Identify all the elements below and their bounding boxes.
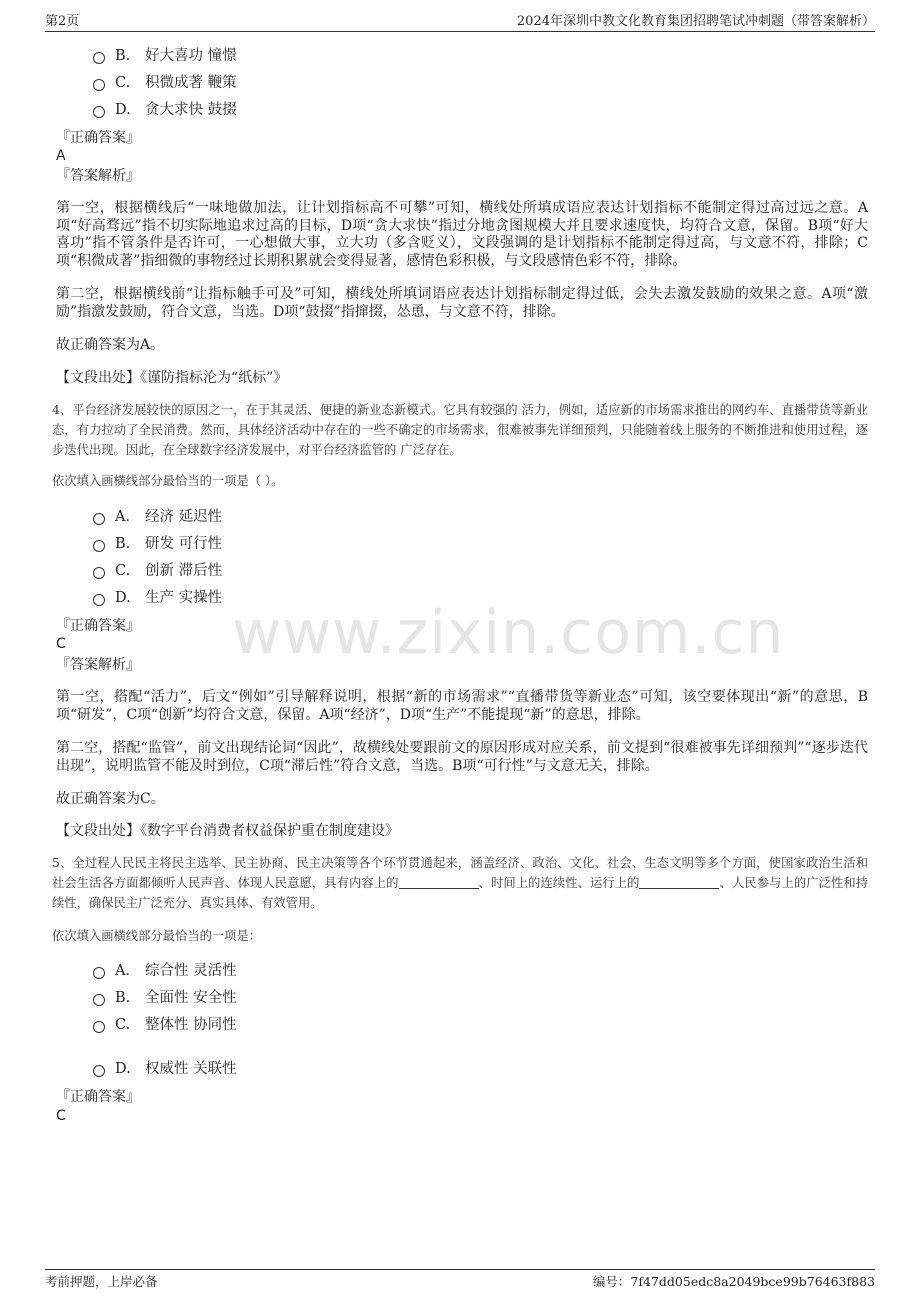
q5-option-c[interactable]: C. 整体性 协同性 (93, 1015, 237, 1035)
fill-blank-1 (399, 888, 479, 889)
q4-answer: C (56, 636, 66, 652)
q5-option-a[interactable]: A． 综合性 灵活性 (93, 961, 237, 981)
q4-option-c[interactable]: C. 创新 滞后性 (93, 561, 222, 581)
q3-analysis-p2: 第二空，根据横线前“让指标触手可及”可知，横线处所填词语应表达计划指标制定得过低，会失去激发鼓励的效果之意。A项“激励”指激发鼓励，符合文意，当选。D项“鼓掇”指撺掇，怂恿，与文意不符，排除。 (56, 286, 868, 320)
q3-answer: A (56, 148, 66, 164)
footer-divider (45, 1269, 875, 1270)
q4-source: 【文段出处】《数字平台消费者权益保护重在制度建设》 (56, 823, 399, 839)
footer-slogan: 考前押题，上岸必备 (45, 1274, 158, 1289)
q3-analysis-p1: 第一空，根据横线后“一味地做加法，让计划指标高不可攀”可知，横线处所填成语应表达计划指标不能制定得过高过远之意。A项“好高骛远”指不切实际地追求过高的目标，D项“贪大求快”指过分地贪图规模大并且要求速度快，均符合文意，保留。B项“好大喜功”指不管条件是否许可，一心想做大事，立大功（多含贬义），文段强调的是计划指标不能制定得过高，与文意不符，排除；C项“积微成著”指细微的事物经过长期积累就会变得显著，感情色彩积极，与文段感情色彩不符，排除。 (56, 200, 868, 269)
q4-analysis-p2: 第二空，搭配“监管”，前文出现结论词“因此”，故横线处要跟前文的原因形成对应关系，前文提到“很难被事先详细预判”“逐步迭代出现”，说明监管不能及时到位，C项“滞后性”符合文意，当选。B项“可行性”与文意无关，排除。 (56, 740, 868, 774)
q3-conclusion: 故正确答案为A。 (56, 337, 165, 353)
radio-icon[interactable] (93, 106, 105, 118)
q3-option-c[interactable]: C. 积微成著 鞭策 (93, 73, 237, 93)
q3-option-b[interactable]: B. 好大喜功 憧憬 (93, 46, 237, 66)
radio-icon[interactable] (93, 594, 105, 606)
fill-blank-2 (639, 888, 719, 889)
radio-icon[interactable] (93, 567, 105, 579)
radio-icon[interactable] (93, 52, 105, 64)
q5-option-d[interactable]: D. 权威性 关联性 (93, 1059, 237, 1079)
q3-answer-label: 『正确答案』 (56, 130, 140, 146)
page-number: 第2页 (45, 14, 80, 29)
q4-conclusion: 故正确答案为C。 (56, 791, 165, 807)
radio-icon[interactable] (93, 967, 105, 979)
q4-analysis-p1: 第一空，搭配“活力”，后文“例如”引导解释说明，根据“新的市场需求”“直播带货等新业态”可知，该空要体现出“新”的意思，B项“研发”，C项“创新”均符合文意，保留。A项“经济”，D项“生产”不能提现“新”的意思，排除。 (56, 689, 868, 723)
radio-icon[interactable] (93, 79, 105, 91)
page-header (45, 10, 875, 30)
radio-icon[interactable] (93, 1021, 105, 1033)
header-divider (45, 31, 875, 32)
radio-icon[interactable] (93, 994, 105, 1006)
q3-analysis-label: 『答案解析』 (56, 168, 140, 184)
radio-icon[interactable] (93, 540, 105, 552)
radio-icon[interactable] (93, 1065, 105, 1077)
radio-icon[interactable] (93, 513, 105, 525)
q3-option-d[interactable]: D. 贪大求快 鼓掇 (93, 100, 237, 120)
q4-text: 4、平台经济发展较快的原因之一，在于其灵活、便捷的新业态新模式。它具有较强的 活力，例如，适应新的市场需求推出的网约车、直播带货等新业态，有力拉动了全民消费。然而，具体经济活动中存在的一些不确定的市场需求，很难被事先详细预判，只能随着线上服务的不断推进和使用过程，逐步迭代出现。因此，在全球数字经济发展中，对平台经济监管的 广泛存在。 (52, 403, 868, 457)
q5-text: 5、全过程人民民主将民主选举、民主协商、民主决策等各个环节贯通起来，涵盖经济、政治、文化、社会、生态文明等多个方面，使国家政治生活和社会生活各方面都倾听人民声音、体现人民意愿，具有内容上的 、时间上的连续性、运行上的 、人民参与上的广泛性和持续性，确保民主广泛充分、真实具体、有效管用。 (52, 856, 868, 910)
q3-source: 【文段出处】《谨防指标沦为“纸标”》 (56, 370, 288, 386)
q4-analysis-label: 『答案解析』 (56, 657, 140, 673)
q4-instruction: 依次填入画横线部分最恰当的一项是（ ）。 (52, 474, 284, 488)
q4-option-a[interactable]: A． 经济 延迟性 (93, 507, 222, 527)
q5-instruction: 依次填入画横线部分最恰当的一项是： (52, 929, 262, 943)
watermark: www.zixin.com.cn (232, 598, 785, 668)
q4-answer-label: 『正确答案』 (56, 618, 140, 634)
q5-answer: C (56, 1108, 66, 1124)
q5-option-b[interactable]: B. 全面性 安全性 (93, 988, 237, 1008)
document-title: 2024年深圳中教文化教育集团招聘笔试冲刺题（带答案解析） (516, 14, 875, 29)
q4-option-d[interactable]: D. 生产 实操性 (93, 588, 222, 608)
document-code: 编号：7f47dd05edc8a2049bce99b76463f883 (592, 1274, 875, 1289)
q5-answer-label: 『正确答案』 (56, 1089, 140, 1105)
q4-option-b[interactable]: B. 研发 可行性 (93, 534, 222, 554)
